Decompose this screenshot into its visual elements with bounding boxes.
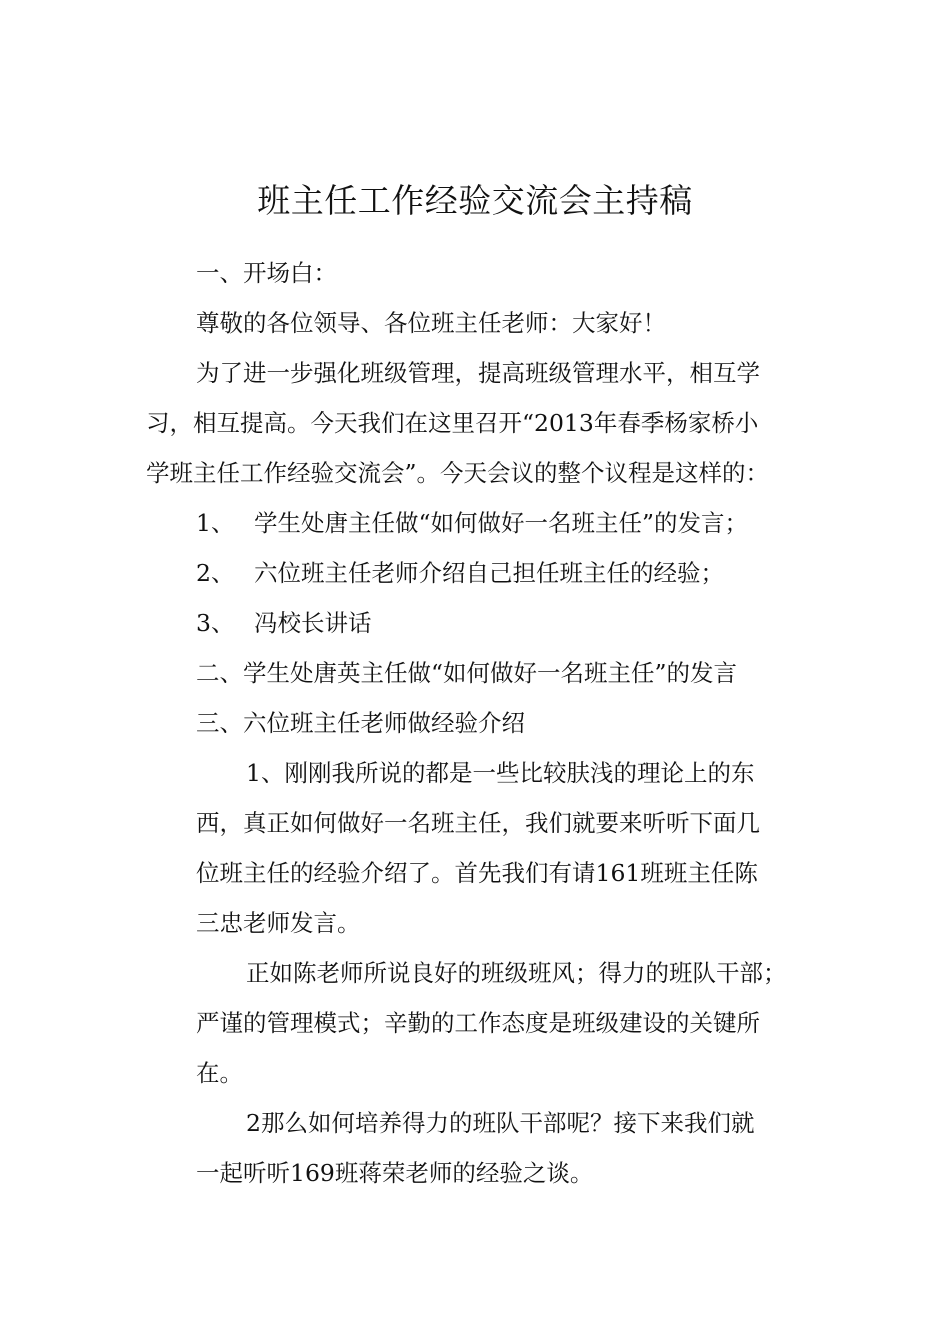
greeting-line: 尊敬的各位领导、各位班主任老师：大家好！ — [196, 309, 666, 337]
intro-line-3: 学班主任工作经验交流会”。今天会议的整个议程是这样的： — [146, 459, 770, 487]
document-title: 班主任工作经验交流会主持稿 — [257, 181, 693, 220]
agenda-item-text: 冯校长讲话 — [254, 609, 372, 637]
para2-line-1: 正如陈老师所说良好的班级班风；得力的班队干部； — [246, 959, 787, 987]
para3-line-2: 一起听听169班蒋荣老师的经验之谈。 — [196, 1159, 594, 1187]
agenda-item-text: 学生处唐主任做“如何做好一名班主任”的发言； — [254, 509, 749, 537]
agenda-item-text: 六位班主任老师介绍自己担任班主任的经验； — [254, 559, 724, 587]
agenda-item-3 — [196, 606, 372, 640]
para1-line-3: 位班主任的经验介绍了。首先我们有请161班班主任陈 — [196, 859, 758, 887]
para1-line-4: 三忠老师发言。 — [196, 909, 361, 937]
agenda-item-number: 3、 — [196, 609, 235, 637]
agenda-item-number: 1、 — [196, 509, 235, 537]
agenda-item-1 — [196, 506, 748, 540]
para3-line-1: 2那么如何培养得力的班队干部呢？接下来我们就 — [246, 1109, 755, 1137]
section-heading-opening: 一、开场白： — [196, 259, 337, 287]
intro-line-1: 为了进一步强化班级管理，提高班级管理水平，相互学 — [196, 359, 760, 387]
agenda-item-number: 2、 — [196, 559, 235, 587]
section-heading-tang-speech: 二、学生处唐英主任做“如何做好一名班主任”的发言 — [196, 659, 738, 687]
agenda-item-2 — [196, 556, 724, 590]
para1-line-1: 1、刚刚我所说的都是一些比较肤浅的理论上的东 — [246, 759, 755, 787]
para2-line-3: 在。 — [196, 1059, 243, 1087]
section-heading-experience: 三、六位班主任老师做经验介绍 — [196, 709, 525, 737]
para2-line-2: 严谨的管理模式；辛勤的工作态度是班级建设的关键所 — [196, 1009, 760, 1037]
para1-line-2: 西，真正如何做好一名班主任，我们就要来听听下面几 — [196, 809, 760, 837]
intro-line-2: 习，相互提高。今天我们在这里召开“2013年春季杨家桥小 — [146, 409, 759, 437]
